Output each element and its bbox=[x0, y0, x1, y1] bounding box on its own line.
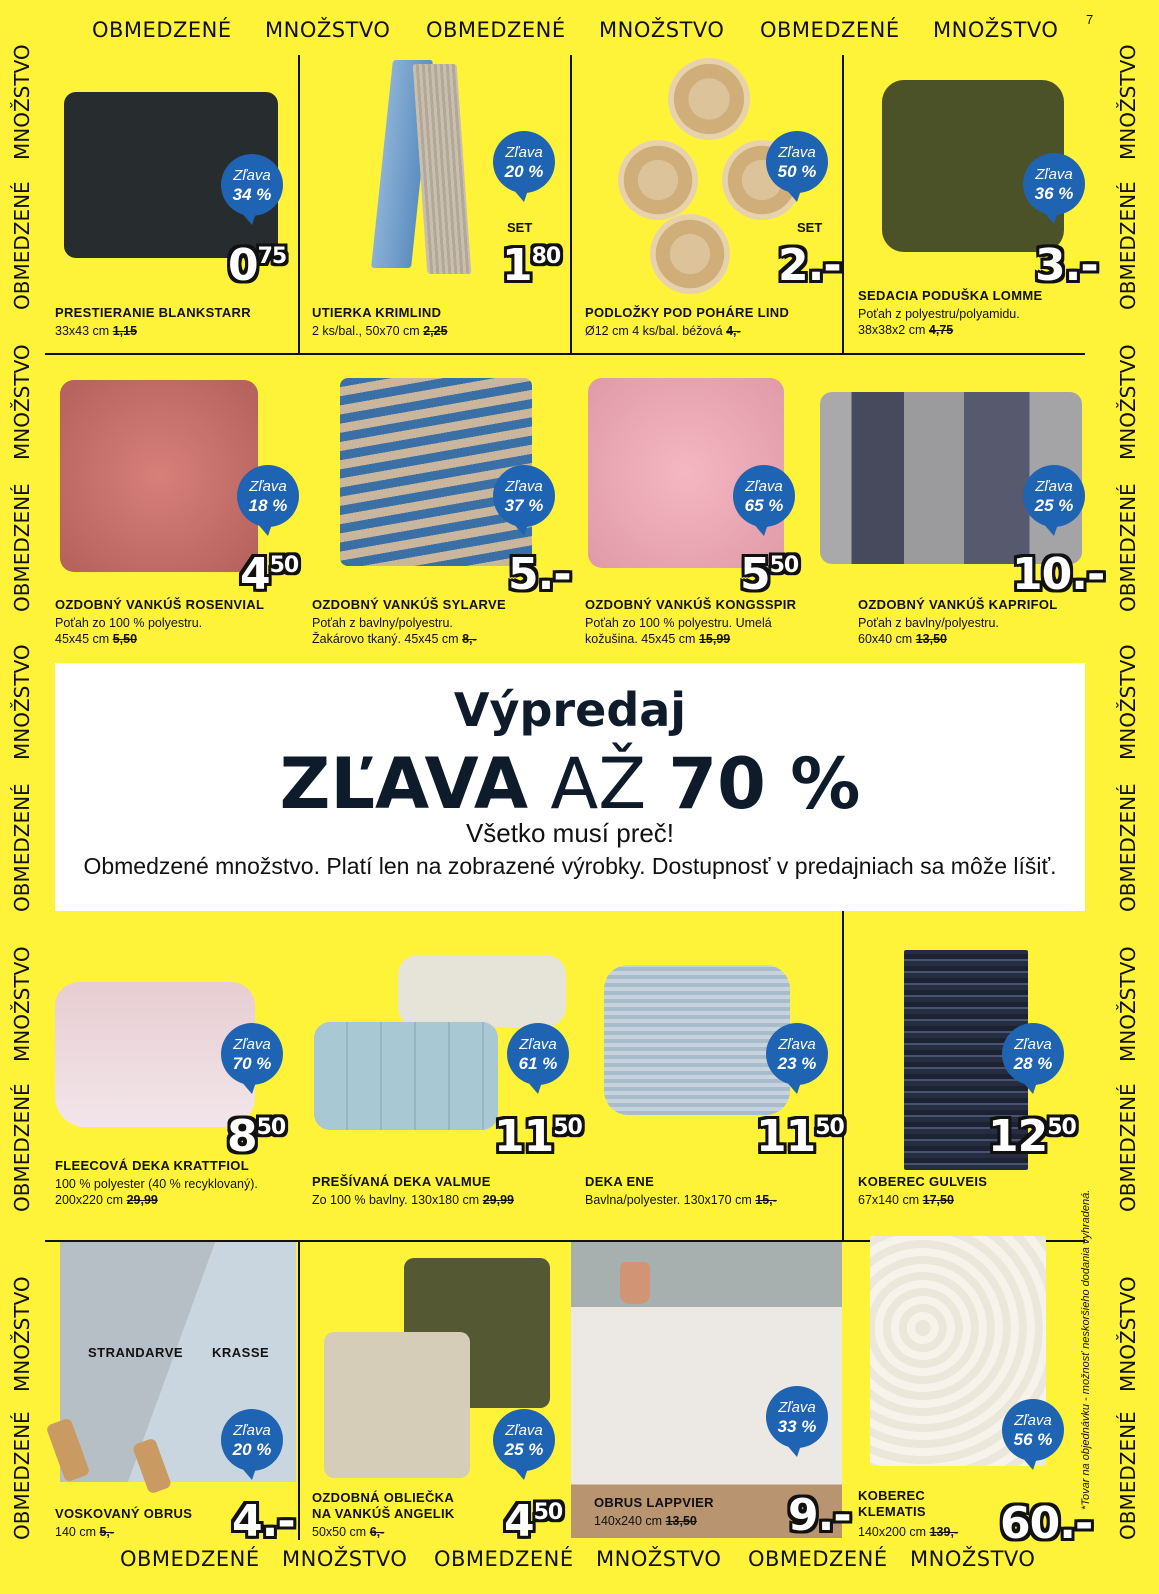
discount-badge: Zľava 70 % bbox=[220, 1022, 284, 1094]
price: 60.- bbox=[1000, 1498, 1093, 1549]
divider bbox=[45, 353, 1085, 355]
band-word: OBMEDZENÉ bbox=[10, 1411, 34, 1540]
glass-image bbox=[620, 1262, 650, 1304]
band-word: MNOŽSTVO bbox=[1116, 44, 1140, 160]
banner-title: Výpredaj bbox=[453, 683, 687, 737]
bottom-band bbox=[0, 1547, 1159, 1577]
product-desc: 140x240 cm 13,50 bbox=[594, 1514, 697, 1528]
product-desc: Poťah zo 100 % polyestru. Umelá kožušina. 45x45 cm 15,99 bbox=[585, 616, 772, 646]
band-word: OBMEDZENÉ bbox=[10, 783, 34, 912]
discount-badge: Zľava 20 % bbox=[492, 130, 556, 202]
discount-badge: Zľava 56 % bbox=[1001, 1398, 1065, 1470]
price: $11^{50}$ bbox=[494, 1111, 582, 1162]
band-word: OBMEDZENÉ bbox=[1116, 483, 1140, 612]
price: 5.- bbox=[508, 549, 571, 600]
discount-badge: Zľava 20 % bbox=[220, 1408, 284, 1480]
blanket-image bbox=[604, 965, 790, 1115]
product-name: DEKA ENE bbox=[585, 1174, 655, 1189]
price: $12^{50}$ bbox=[988, 1111, 1076, 1162]
product-name: OZDOBNÝ VANKÚŠ KONGSSPIR bbox=[585, 597, 797, 612]
discount-badge: Zľava 28 % bbox=[1001, 1022, 1065, 1094]
product-desc: Zo 100 % bavlny. 130x180 cm 29,99 bbox=[312, 1193, 514, 1207]
page-number: 7 bbox=[1086, 12, 1094, 27]
divider bbox=[298, 1240, 300, 1540]
divider bbox=[298, 55, 300, 353]
product-desc: Bavlna/polyester. 130x170 cm 15,- bbox=[585, 1193, 777, 1207]
product-desc: Poťah z bavlny/polyestru. 60x40 cm 13,50 bbox=[858, 616, 999, 646]
band-word: MNOŽSTVO bbox=[1116, 644, 1140, 760]
product-desc: 2 ks/bal., 50x70 cm 2,25 bbox=[312, 324, 448, 338]
band-word: MNOŽSTVO bbox=[10, 44, 34, 160]
divider bbox=[842, 911, 844, 1241]
discount-badge: Zľava 34 % bbox=[220, 153, 284, 225]
product-desc: 140 cm 5,- bbox=[55, 1525, 115, 1539]
band-word: MNOŽSTVO bbox=[1116, 946, 1140, 1062]
sale-banner bbox=[55, 663, 1085, 911]
band-word: OBMEDZENÉ bbox=[760, 18, 900, 42]
band-word: OBMEDZENÉ bbox=[1116, 1411, 1140, 1540]
product-name: OZDOBNÝ VANKÚŠ ROSENVIAL bbox=[55, 597, 265, 612]
price: $8^{50}$ bbox=[227, 1111, 286, 1162]
coaster-image bbox=[618, 140, 698, 220]
product-name: UTIERKA KRIMLIND bbox=[312, 305, 442, 320]
divider bbox=[842, 55, 844, 353]
discount-badge: Zľava 18 % bbox=[236, 464, 300, 536]
band-word: OBMEDZENÉ bbox=[1116, 181, 1140, 310]
price: $0^{75}$ bbox=[228, 240, 287, 291]
banner-note: Obmedzené množstvo. Platí len na zobrazené výrobky. Dostupnosť v predajniach sa môže líšiť. bbox=[83, 853, 1057, 879]
footnote: *Tovar na objednávku - možnosť neskoršieho dodania vyhradená. bbox=[1080, 1189, 1092, 1510]
product-name: OZDOBNÝ VANKÚŠ KAPRIFOL bbox=[858, 597, 1058, 612]
variant-label: KRASSE bbox=[212, 1345, 270, 1360]
blanket-image bbox=[314, 1022, 498, 1130]
product-name: OZDOBNÝ VANKÚŠ SYLARVE bbox=[312, 597, 506, 612]
product-name: KOBEREC GULVEIS bbox=[858, 1174, 988, 1189]
product-name: PODLOŽKY POD POHÁRE LIND bbox=[585, 305, 790, 320]
band-word: MNOŽSTVO bbox=[1116, 344, 1140, 460]
band-word: MNOŽSTVO bbox=[282, 1547, 408, 1571]
left-band bbox=[10, 0, 44, 1594]
price: 3.- bbox=[1035, 240, 1098, 291]
product-name: PRESTIERANIE BLANKSTARR bbox=[55, 305, 251, 320]
coaster-image bbox=[650, 214, 730, 294]
top-band bbox=[0, 18, 1159, 48]
pillow-image bbox=[324, 1332, 470, 1478]
price: $5^{50}$ bbox=[740, 549, 799, 600]
product-name: PREŠÍVANÁ DEKA VALMUE bbox=[312, 1174, 491, 1189]
band-word: OBMEDZENÉ bbox=[1116, 1083, 1140, 1212]
price: 10.- bbox=[1012, 549, 1105, 600]
discount-badge: Zľava 36 % bbox=[1022, 152, 1086, 224]
blanket-image bbox=[398, 955, 566, 1027]
product-name: FLEECOVÁ DEKA KRATTFIOL bbox=[55, 1158, 249, 1173]
band-word: MNOŽSTVO bbox=[910, 1547, 1036, 1571]
band-word: MNOŽSTVO bbox=[599, 18, 725, 42]
discount-badge: Zľava 25 % bbox=[1022, 464, 1086, 536]
product-desc: 100 % polyester (40 % recyklovaný). 200x220 cm 29,99 bbox=[55, 1177, 258, 1207]
right-band bbox=[1116, 0, 1150, 1594]
price: $4^{50}$ bbox=[504, 1496, 563, 1547]
band-word: OBMEDZENÉ bbox=[92, 18, 232, 42]
band-word: MNOŽSTVO bbox=[10, 644, 34, 760]
towel-image bbox=[413, 64, 472, 274]
discount-badge: Zľava 33 % bbox=[765, 1385, 829, 1457]
divider bbox=[570, 55, 572, 353]
band-word: MNOŽSTVO bbox=[1116, 1276, 1140, 1392]
discount-badge: Zľava 37 % bbox=[492, 464, 556, 536]
band-word: MNOŽSTVO bbox=[596, 1547, 722, 1571]
banner-subtitle: Všetko musí preč! bbox=[465, 818, 675, 848]
discount-badge: Zľava 25 % bbox=[492, 1408, 556, 1480]
product-desc: 33x43 cm 1,15 bbox=[55, 324, 138, 338]
band-word: OBMEDZENÉ bbox=[434, 1547, 574, 1571]
band-word: OBMEDZENÉ bbox=[426, 18, 566, 42]
band-word: OBMEDZENÉ bbox=[120, 1547, 260, 1571]
variant-label: STRANDARVE bbox=[88, 1345, 184, 1360]
product-desc: 140x200 cm 139,- bbox=[858, 1525, 959, 1539]
band-word: OBMEDZENÉ bbox=[748, 1547, 888, 1571]
product-name: VOSKOVANÝ OBRUS bbox=[55, 1506, 193, 1521]
coaster-image bbox=[668, 58, 750, 140]
set-label: SET bbox=[507, 220, 533, 235]
band-word: MNOŽSTVO bbox=[10, 946, 34, 1062]
product-desc: Poťah z bavlny/polyestru. Žakárovo tkaný. 45x45 cm 8,- bbox=[312, 616, 477, 646]
band-word: MNOŽSTVO bbox=[933, 18, 1059, 42]
band-word: MNOŽSTVO bbox=[10, 344, 34, 460]
product-name: SEDACIA PODUŠKA LOMME bbox=[858, 288, 1043, 303]
band-word: OBMEDZENÉ bbox=[10, 1083, 34, 1212]
price: $1^{80}$ bbox=[502, 240, 561, 291]
price: $11^{50}$ bbox=[756, 1111, 844, 1162]
product-desc: 50x50 cm 6,- bbox=[312, 1525, 385, 1539]
price: 4.- bbox=[232, 1496, 295, 1547]
price: 9.- bbox=[788, 1490, 851, 1541]
band-word: OBMEDZENÉ bbox=[10, 483, 34, 612]
product-name: OZDOBNÁ OBLIEČKA NA VANKÚŠ ANGELIK bbox=[312, 1490, 455, 1521]
product-desc: 67x140 cm 17,50 bbox=[858, 1193, 954, 1207]
price: 2.- bbox=[778, 240, 841, 291]
product-desc: Ø12 cm 4 ks/bal. béžová 4,- bbox=[585, 324, 741, 338]
product-desc: Poťah zo 100 % polyestru. 45x45 cm 5,50 bbox=[55, 616, 203, 646]
band-word: MNOŽSTVO bbox=[10, 1276, 34, 1392]
set-label: SET bbox=[797, 220, 823, 235]
band-word: OBMEDZENÉ bbox=[1116, 783, 1140, 912]
pillow-image bbox=[60, 380, 258, 572]
product-name: OBRUS LAPPVIER bbox=[594, 1495, 714, 1510]
product-desc: Poťah z polyestru/polyamidu. 38x38x2 cm 4,75 bbox=[858, 307, 1020, 337]
product-name: KOBEREC KLEMATIS bbox=[858, 1488, 926, 1519]
discount-badge: Zľava 50 % bbox=[765, 130, 829, 202]
band-word: MNOŽSTVO bbox=[265, 18, 391, 42]
discount-badge: Zľava 65 % bbox=[732, 464, 796, 536]
discount-badge: Zľava 61 % bbox=[506, 1022, 570, 1094]
banner-headline: ZĽAVA AŽ 70 % bbox=[279, 743, 861, 825]
price: $4^{50}$ bbox=[240, 549, 299, 600]
band-word: OBMEDZENÉ bbox=[10, 181, 34, 310]
discount-badge: Zľava 23 % bbox=[765, 1022, 829, 1094]
